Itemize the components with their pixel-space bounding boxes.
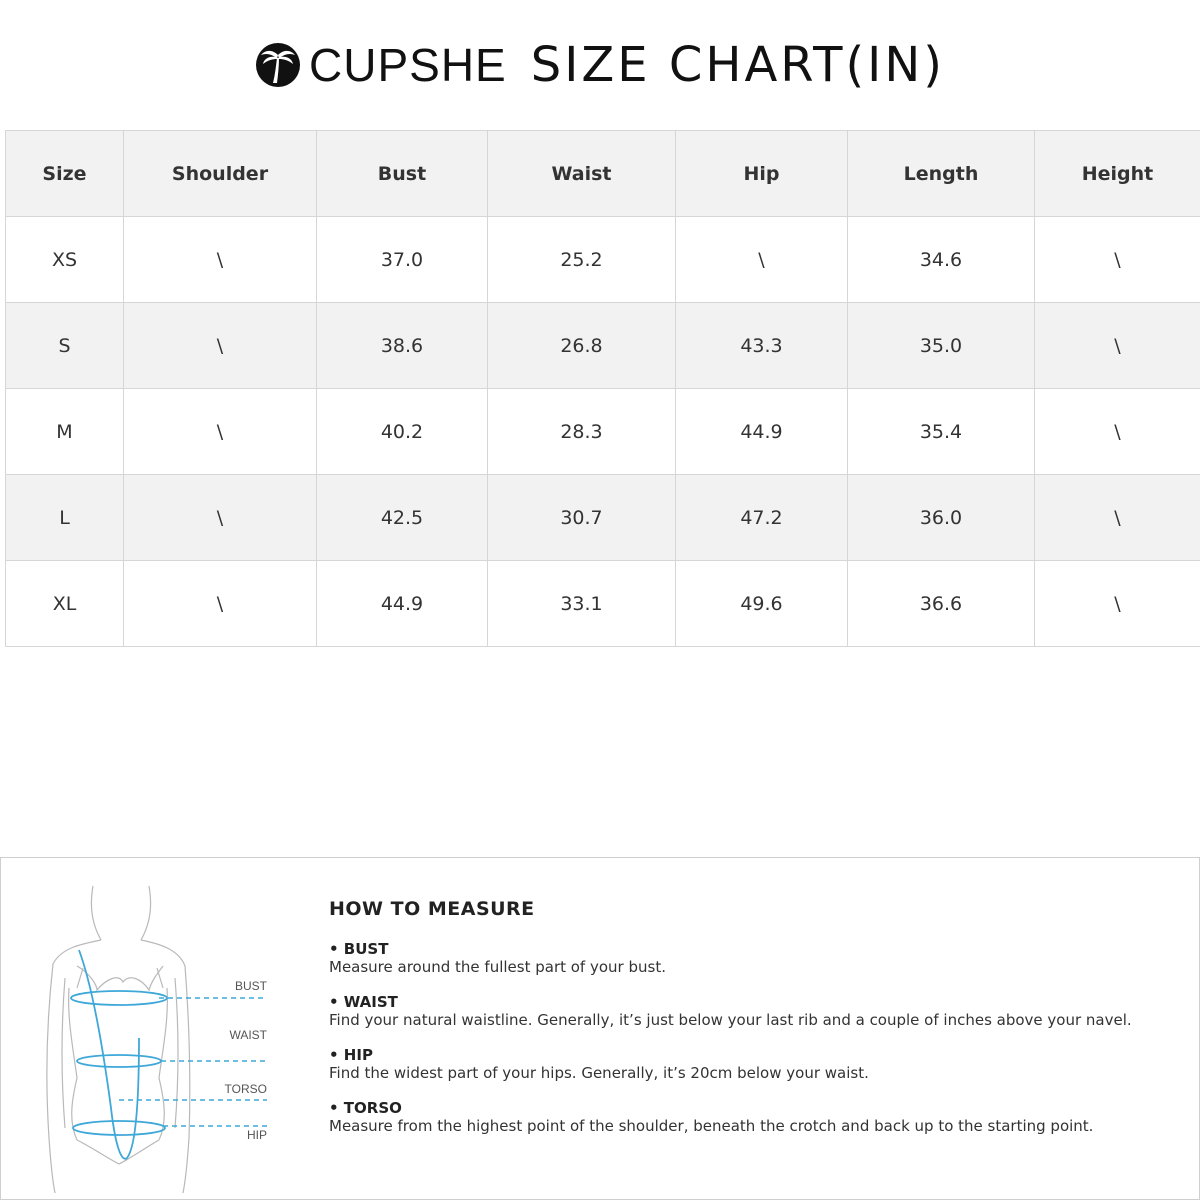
column-header: Shoulder	[124, 131, 317, 217]
table-cell: 34.6	[848, 217, 1035, 303]
table-cell: 35.0	[848, 303, 1035, 389]
table-cell: S	[6, 303, 124, 389]
column-header: Waist	[488, 131, 676, 217]
size-chart-table	[5, 130, 1200, 647]
table-cell: 49.6	[676, 561, 848, 647]
table-cell: 43.3	[676, 303, 848, 389]
table-cell: 30.7	[488, 475, 676, 561]
body-figure	[31, 878, 281, 1196]
column-header: Size	[6, 131, 124, 217]
table-cell: L	[6, 475, 124, 561]
table-cell: 26.8	[488, 303, 676, 389]
table-cell: \	[676, 217, 848, 303]
table-cell: 33.1	[488, 561, 676, 647]
body-outline-illustration	[31, 878, 281, 1196]
table-cell: \	[124, 303, 317, 389]
item-description: Measure around the fullest part of your bust.	[329, 958, 666, 976]
table-row	[6, 303, 1200, 389]
column-header: Hip	[676, 131, 848, 217]
figure-label-hip: HIP	[246, 1128, 267, 1142]
table-cell: \	[1035, 217, 1200, 303]
table-cell: 36.0	[848, 475, 1035, 561]
item-description: Find your natural waistline. Generally, it’s just below your last rib and a couple of inches above your navel.	[329, 1011, 1132, 1029]
table-cell: \	[124, 389, 317, 475]
page-title: SIZE CHART(IN)	[530, 37, 945, 93]
measure-item-hip	[329, 1046, 1179, 1083]
palm-tree-icon	[255, 39, 301, 91]
measure-item-bust	[329, 940, 1179, 977]
table-cell: \	[1035, 561, 1200, 647]
item-heading: • HIP	[329, 1046, 373, 1064]
figure-label-torso: TORSO	[224, 1082, 267, 1096]
table-cell: 37.0	[317, 217, 488, 303]
how-to-measure-title: HOW TO MEASURE	[329, 898, 535, 920]
table-row	[6, 389, 1200, 475]
item-heading: • BUST	[329, 940, 389, 958]
table-cell: XL	[6, 561, 124, 647]
table-row	[6, 217, 1200, 303]
figure-label-bust: BUST	[234, 979, 267, 993]
figure-label-waist: WAIST	[229, 1028, 267, 1042]
table-cell: 28.3	[488, 389, 676, 475]
item-heading: • WAIST	[329, 993, 398, 1011]
table-cell: 38.6	[317, 303, 488, 389]
table-cell: 25.2	[488, 217, 676, 303]
table-cell: 47.2	[676, 475, 848, 561]
table-row	[6, 475, 1200, 561]
table-cell: \	[124, 475, 317, 561]
column-header: Bust	[317, 131, 488, 217]
page-header	[0, 30, 1200, 100]
measure-item-waist	[329, 993, 1179, 1030]
table-cell: \	[124, 561, 317, 647]
table-cell: 44.9	[317, 561, 488, 647]
item-description: Find the widest part of your hips. Generally, it’s 20cm below your waist.	[329, 1064, 869, 1082]
table-cell: \	[1035, 389, 1200, 475]
item-heading: • TORSO	[329, 1099, 402, 1117]
item-description: Measure from the highest point of the shoulder, beneath the crotch and back up to the starting point.	[329, 1117, 1094, 1135]
table-row	[6, 561, 1200, 647]
table-cell: 40.2	[317, 389, 488, 475]
table-cell: M	[6, 389, 124, 475]
table-cell: 36.6	[848, 561, 1035, 647]
table-cell: XS	[6, 217, 124, 303]
how-to-measure-panel	[0, 857, 1200, 1200]
brand-name: CUPSHE	[309, 39, 507, 91]
measure-item-torso	[329, 1099, 1179, 1136]
table-cell: 42.5	[317, 475, 488, 561]
table-cell: 44.9	[676, 389, 848, 475]
column-header: Length	[848, 131, 1035, 217]
column-header: Height	[1035, 131, 1200, 217]
table-cell: \	[1035, 475, 1200, 561]
table-cell: \	[1035, 303, 1200, 389]
measure-instructions	[329, 898, 1179, 1152]
table-header-row	[6, 131, 1200, 217]
table-cell: \	[124, 217, 317, 303]
table-cell: 35.4	[848, 389, 1035, 475]
